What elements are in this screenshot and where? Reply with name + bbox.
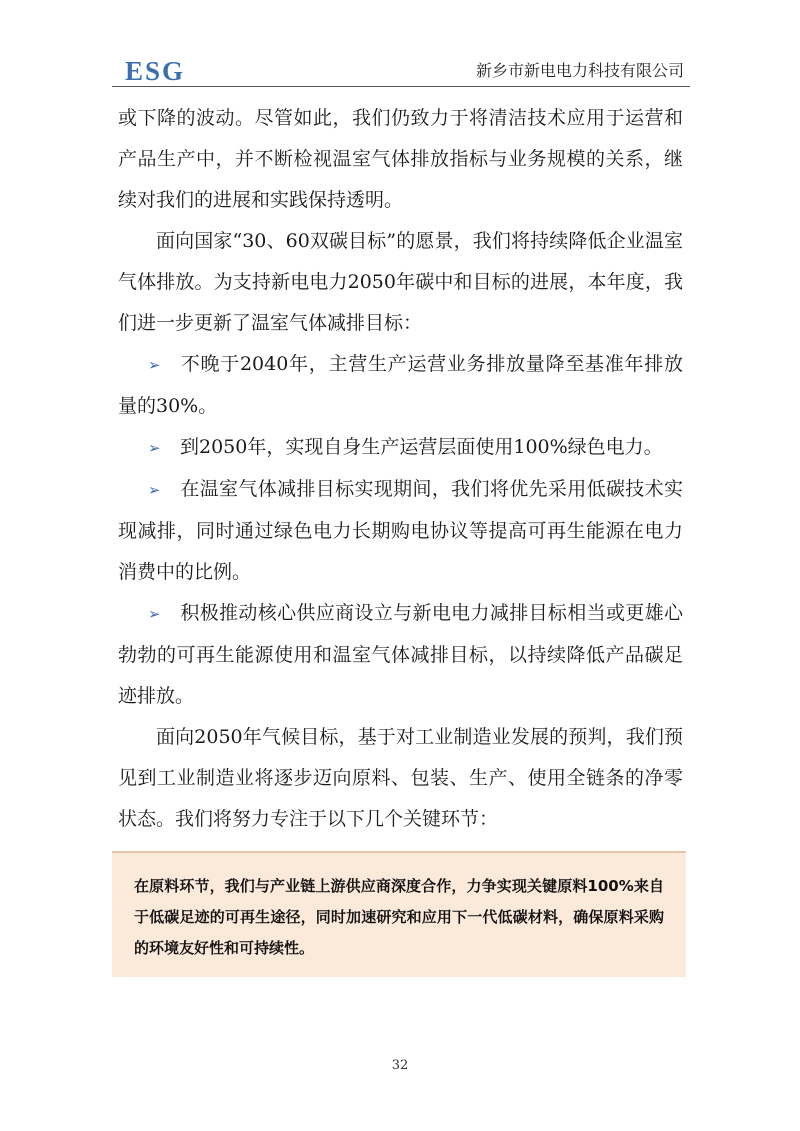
triangle-arrow-icon: ➢	[148, 439, 161, 457]
bullet-text: 到2050年，实现自身生产运营层面使用100%绿色电力。	[180, 436, 663, 458]
triangle-arrow-icon: ➢	[148, 605, 161, 623]
triangle-arrow-icon: ➢	[148, 481, 161, 499]
paragraph-3: 面向2050年气候目标，基于对工业制造业发展的预判，我们预见到工业制造业将逐步迈向原料、包装、生产、使用全链条的净零状态。我们将努力专注于以下几个关键环节：	[118, 726, 683, 830]
main-content	[118, 98, 683, 840]
bullet-text: 在温室气体减排目标实现期间，我们将优先采用低碳技术实现减排，同时通过绿色电力长期购电协议等提高可再生能源在电力消费中的比例。	[118, 478, 683, 583]
page-header	[112, 52, 690, 86]
bullet-text: 积极推动核心供应商设立与新电电力减排目标相当或更雄心勃勃的可再生能源使用和温室气体减排目标，以持续降低产品碳足迹排放。	[118, 602, 683, 707]
bullet-item-3	[118, 469, 683, 593]
page-number: 32	[391, 1058, 409, 1073]
header-divider	[112, 86, 690, 87]
paragraph-2: 面向国家“30、60双碳目标”的愿景，我们将持续降低企业温室气体排放。为支持新电电力2050年碳中和目标的进展，本年度，我们进一步更新了温室气体减排目标：	[118, 230, 683, 334]
highlight-callout	[112, 851, 686, 977]
bullet-text: 不晚于2040年，主营生产运营业务排放量降至基准年排放量的30%。	[118, 353, 683, 417]
paragraph-1: 或下降的波动。尽管如此，我们仍致力于将清洁技术应用于运营和产品生产中，并不断检视温室气体排放指标与业务规模的关系，继续对我们的进展和实践保持透明。	[118, 107, 683, 211]
bullet-item-2	[118, 427, 683, 469]
triangle-arrow-icon: ➢	[148, 356, 161, 374]
callout-text: 在原料环节，我们与产业链上游供应商深度合作，力争实现关键原料100%来自于低碳足迹的可再生途径，同时加速研究和应用下一代低碳材料，确保原料采购的环境友好性和可持续性。	[134, 877, 664, 957]
bullet-item-4	[118, 593, 683, 717]
bullet-item-1	[118, 344, 683, 427]
company-name: 新乡市新电电力科技有限公司	[475, 61, 684, 80]
esg-logo: ESG	[125, 56, 186, 86]
